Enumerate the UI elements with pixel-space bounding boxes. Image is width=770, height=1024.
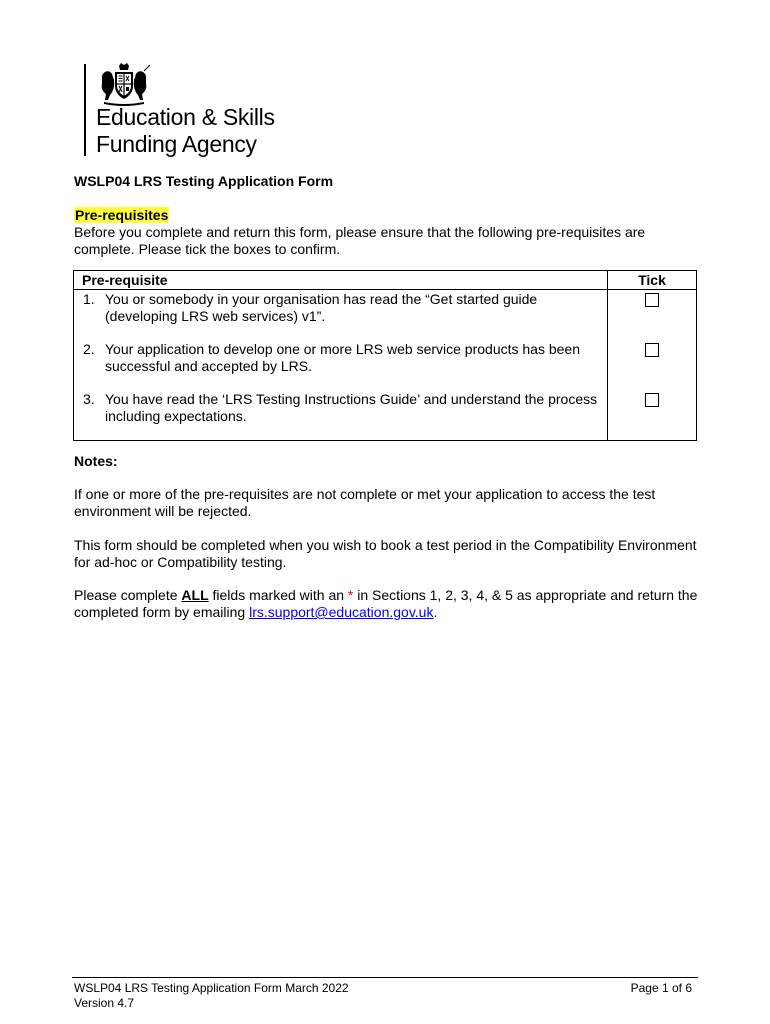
tick-column-header: Tick	[608, 271, 697, 290]
item-text: You or somebody in your organisation has read the “Get started guide (developing LRS web services) v1”.	[105, 291, 538, 324]
prerequisite-cell	[74, 390, 608, 441]
footer-doc-info	[74, 981, 349, 1011]
prerequisites-intro: Before you complete and return this form, please ensure that the following pre-requisites are complete. Please tick the boxes to confirm.	[74, 224, 646, 257]
page-number: Page 1 of 6	[630, 981, 692, 995]
royal-coat-of-arms-icon	[94, 62, 154, 106]
prerequisite-cell	[74, 290, 608, 341]
item-number: 1.	[83, 291, 95, 307]
prerequisite-cell	[74, 340, 608, 390]
footer-version: Version 4.7	[74, 996, 135, 1010]
table-row	[74, 390, 697, 441]
prerequisite-2-checkbox[interactable]	[645, 343, 659, 357]
table-header-row	[74, 271, 697, 290]
form-title: WSLP04 LRS Testing Application Form	[74, 173, 334, 189]
all-emphasis: ALL	[181, 587, 209, 603]
agency-name	[96, 104, 275, 158]
notes-paragraph-2: This form should be completed when you wish to book a test period in the Compatibility Environment for ad-hoc or Compatibility testing.	[74, 537, 697, 570]
footer-doc-title: WSLP04 LRS Testing Application Form March 2022	[74, 981, 349, 995]
item-text: Your application to develop one or more LRS web service products has been successful and accepted by LRS.	[105, 341, 580, 374]
required-asterisk: *	[347, 587, 354, 603]
prerequisites-heading: Pre-requisites	[75, 207, 169, 223]
support-email-link[interactable]: lrs.support@education.gov.uk	[249, 604, 434, 620]
notes-paragraph-1: If one or more of the pre-requisites are not complete or met your application to access the test environment will be rejected.	[74, 486, 656, 519]
item-text: You have read the ‘LRS Testing Instructions Guide’ and understand the process including expectations.	[105, 391, 598, 424]
tick-cell	[608, 390, 697, 441]
footer-divider	[72, 977, 698, 978]
para3-text: .	[433, 604, 438, 620]
agency-name-line2: Funding Agency	[96, 131, 257, 157]
prerequisite-column-header: Pre-requisite	[74, 271, 608, 290]
para3-text: in Sections 1, 2, 3, 4, & 5 as appropriate and return the completed form by emailing	[74, 587, 698, 620]
prerequisites-table	[73, 270, 697, 441]
table-row	[74, 290, 697, 341]
para3-text: Please complete	[74, 587, 182, 603]
logo-divider	[84, 64, 86, 156]
table-row	[74, 340, 697, 390]
prerequisite-3-checkbox[interactable]	[645, 393, 659, 407]
notes-paragraph-3	[74, 587, 704, 621]
para3-text: fields marked with an	[208, 587, 348, 603]
notes-heading: Notes:	[74, 453, 118, 469]
item-number: 3.	[83, 391, 95, 407]
prerequisite-1-checkbox[interactable]	[645, 293, 659, 307]
item-number: 2.	[83, 341, 95, 357]
tick-cell	[608, 340, 697, 390]
agency-name-line1: Education & Skills	[96, 104, 275, 130]
tick-cell	[608, 290, 697, 341]
